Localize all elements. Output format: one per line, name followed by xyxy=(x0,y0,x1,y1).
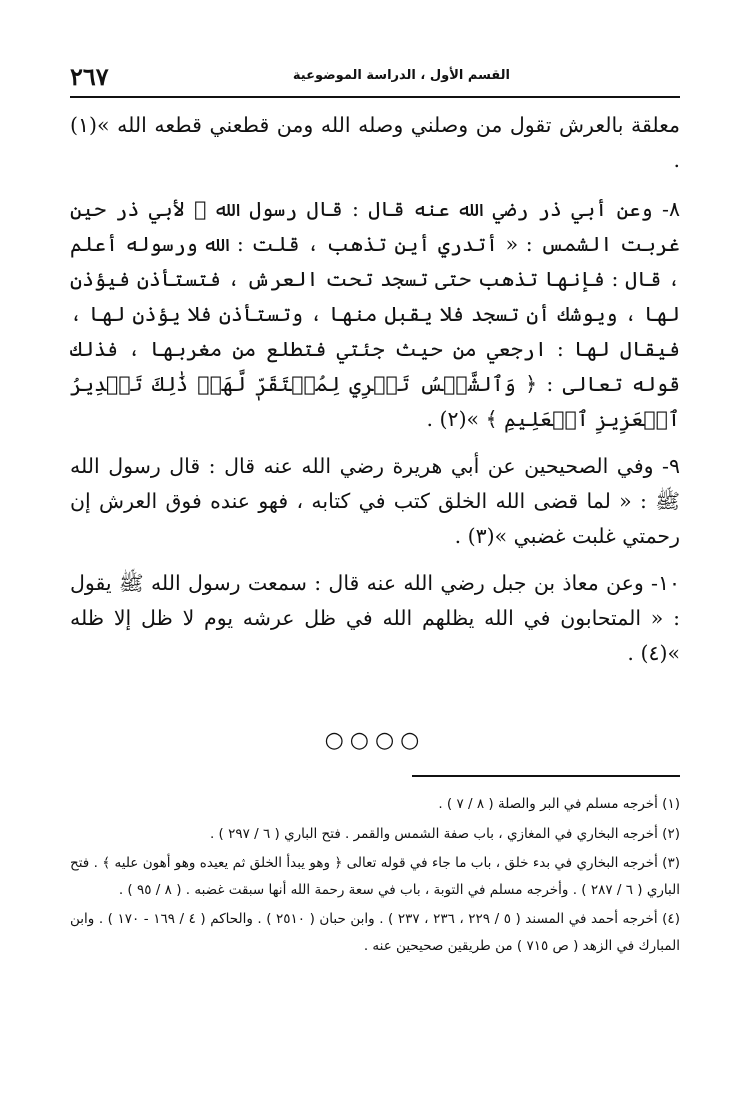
section-ornament: ○○○○ xyxy=(324,728,426,753)
footnote-1: (١) أخرجه مسلم في البر والصلة ( ٨ / ٧ ) . xyxy=(438,796,680,812)
main-text xyxy=(70,108,680,683)
footnotes xyxy=(70,791,680,962)
page-header xyxy=(70,62,680,98)
paragraph-hadith-9: ٩- وفي الصحيحين عن أبي هريرة رضي الله عنه قال : قال رسول الله ﷺ : « لما قضى الله الخلق كتب في كتابه ، فهو عنده فوق العرش إن رحمتي غلبت غضبي »(٣) . xyxy=(70,454,680,548)
footnote-divider xyxy=(412,775,680,777)
paragraph-hadith-8: ٨- وعن أبي ذر رضي الله عنه قال : قال رسول الله ﷺ لأبي ذر حين غربت الشمس : « أتدري أين تذهب ، قلت : الله ورسوله أعلم ، قال : فإنها تذهب حتى تسجد تحت العرش ، فتستأذن فيؤذن لها ، ويوشك أن تسجد فلا يقبل منها ، وتستأذن فلا يؤذن لها ، فيقال لها : ارجعي من حيث جئتي فتطلع من مغربها ، فذلك قوله تعالى : ﴿ وَٱلشَّمۡسُ تَجۡرِي لِمُسۡتَقَرّٖ لَّهَاۚ ذَٰلِكَ تَقۡدِيرُ ٱلۡعَزِيزِ ٱلۡعَلِيمِ ﴾ »(٢) . xyxy=(70,197,680,431)
footnote-3: (٣) أخرجه البخاري في بدء خلق ، باب ما جاء في قوله تعالى ﴿ وهو يبدأ الخلق ثم يعيده وهو أهون عليه ﴾ . فتح الباري ( ٦ / ٢٨٧ ) . وأخرجه مسلم في التوبة ، باب في سعة رحمة الله أنها سبقت غضبه . ( ٨ / ٩٥ ) . xyxy=(70,855,680,898)
paragraph-continuation: معلقة بالعرش تقول من وصلني وصله الله ومن قطعني قطعه الله »(١) . xyxy=(70,113,680,172)
footnote-4: (٤) أخرجه أحمد في المسند ( ٥ / ٢٢٩ ، ٢٣٦ ، ٢٣٧ ) . وابن حبان ( ٢٥١٠ ) . والحاكم ( ٤ / ١٦٩ - ١٧٠ ) . وابن المبارك في الزهد ( ص ٧١٥ ) من طريقين صحيحين عنه . xyxy=(70,911,680,954)
footnote-2: (٢) أخرجه البخاري في المغازي ، باب صفة الشمس والقمر . فتح الباري ( ٦ / ٢٩٧ ) . xyxy=(209,825,680,842)
paragraph-hadith-10: ١٠- وعن معاذ بن جبل رضي الله عنه قال : سمعت رسول الله ﷺ يقول : « المتحابون في الله يظلهم الله في ظل عرشه يوم لا ظل إلا ظله »(٤) . xyxy=(70,571,680,665)
header-title: القسم الأول ، الدراسة الموضوعية xyxy=(292,68,510,83)
page-number: ٢٦٧ xyxy=(70,62,109,91)
